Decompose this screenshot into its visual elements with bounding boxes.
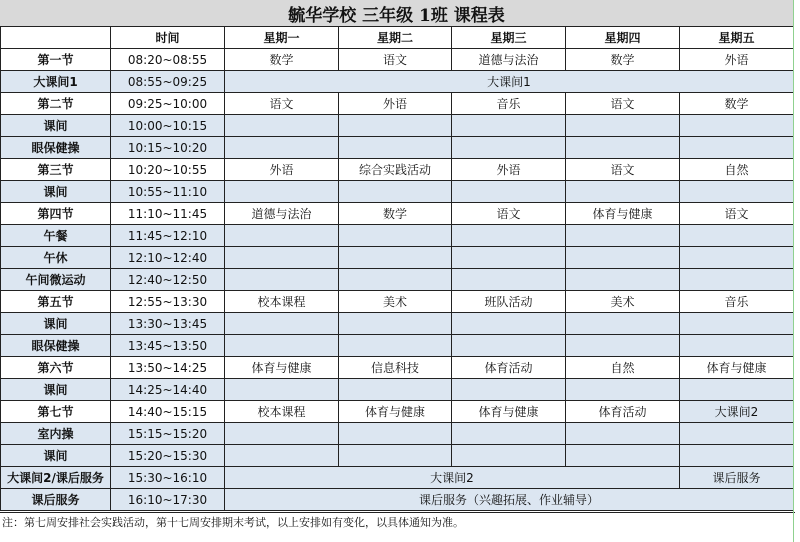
class-cell[interactable]: 数学 — [680, 93, 794, 115]
class-cell[interactable]: 道德与法治 — [225, 203, 339, 225]
period-label[interactable]: 课间 — [1, 313, 111, 335]
empty-cell[interactable] — [680, 247, 794, 269]
footnote[interactable]: 注：第七周安排社会实践活动，第十七周安排期末考试，以上安排如有变化，以具体通知为准。 — [0, 512, 795, 533]
empty-cell[interactable] — [225, 423, 339, 445]
time-cell[interactable]: 10:55~11:10 — [111, 181, 225, 203]
table-row — [1, 335, 794, 357]
time-cell[interactable]: 09:25~10:00 — [111, 93, 225, 115]
empty-cell[interactable] — [452, 379, 566, 401]
empty-cell[interactable] — [452, 225, 566, 247]
period-label[interactable]: 第六节 — [1, 357, 111, 379]
table-row — [1, 49, 794, 71]
class-cell[interactable]: 音乐 — [452, 93, 566, 115]
period-label[interactable]: 午间微运动 — [1, 269, 111, 291]
empty-cell[interactable] — [680, 423, 794, 445]
table-row — [1, 159, 794, 181]
empty-cell[interactable] — [225, 269, 339, 291]
class-cell[interactable]: 外语 — [680, 49, 794, 71]
class-cell[interactable]: 语文 — [680, 203, 794, 225]
empty-cell[interactable] — [680, 379, 794, 401]
empty-cell[interactable] — [566, 445, 680, 467]
header-row — [1, 27, 794, 49]
class-cell[interactable]: 外语 — [225, 159, 339, 181]
period-label[interactable]: 室内操 — [1, 423, 111, 445]
time-cell[interactable]: 13:45~13:50 — [111, 335, 225, 357]
time-cell[interactable]: 12:55~13:30 — [111, 291, 225, 313]
header-cell-time[interactable]: 时间 — [111, 27, 225, 49]
empty-cell[interactable] — [452, 115, 566, 137]
class-cell[interactable]: 体育与健康 — [452, 401, 566, 423]
class-cell[interactable]: 体育与健康 — [566, 203, 680, 225]
class-cell[interactable]: 课后服务 — [680, 467, 794, 489]
empty-cell[interactable] — [680, 137, 794, 159]
class-cell[interactable]: 语文 — [339, 49, 452, 71]
time-cell[interactable]: 15:30~16:10 — [111, 467, 225, 489]
time-cell[interactable]: 10:20~10:55 — [111, 159, 225, 181]
period-label[interactable]: 第七节 — [1, 401, 111, 423]
empty-cell[interactable] — [566, 313, 680, 335]
period-label[interactable]: 午休 — [1, 247, 111, 269]
empty-cell[interactable] — [452, 247, 566, 269]
class-cell[interactable]: 校本课程 — [225, 291, 339, 313]
time-cell[interactable]: 13:30~13:45 — [111, 313, 225, 335]
empty-cell[interactable] — [452, 137, 566, 159]
class-cell[interactable]: 体育活动 — [566, 401, 680, 423]
class-cell[interactable]: 语文 — [452, 203, 566, 225]
merged-cell[interactable]: 课后服务（兴趣拓展、作业辅导） — [225, 489, 794, 511]
empty-cell[interactable] — [225, 181, 339, 203]
empty-cell[interactable] — [225, 379, 339, 401]
period-label[interactable]: 大课间1 — [1, 71, 111, 93]
empty-cell[interactable] — [339, 379, 452, 401]
empty-cell[interactable] — [680, 269, 794, 291]
empty-cell[interactable] — [339, 247, 452, 269]
class-cell[interactable]: 综合实践活动 — [339, 159, 452, 181]
header-cell-friday[interactable]: 星期五 — [680, 27, 794, 49]
class-cell[interactable]: 体育活动 — [452, 357, 566, 379]
empty-cell[interactable] — [680, 115, 794, 137]
time-cell[interactable]: 14:25~14:40 — [111, 379, 225, 401]
empty-cell[interactable] — [339, 269, 452, 291]
period-label[interactable]: 课间 — [1, 379, 111, 401]
empty-cell[interactable] — [339, 423, 452, 445]
empty-cell[interactable] — [225, 137, 339, 159]
period-label[interactable]: 眼保健操 — [1, 335, 111, 357]
empty-cell[interactable] — [225, 247, 339, 269]
header-cell-thursday[interactable]: 星期四 — [566, 27, 680, 49]
time-cell[interactable]: 12:40~12:50 — [111, 269, 225, 291]
table-row — [1, 489, 794, 511]
class-cell[interactable]: 语文 — [225, 93, 339, 115]
merged-cell[interactable]: 大课间1 — [225, 71, 794, 93]
period-label[interactable]: 课间 — [1, 445, 111, 467]
table-row — [1, 181, 794, 203]
class-cell[interactable]: 班队活动 — [452, 291, 566, 313]
table-row — [1, 291, 794, 313]
page-title[interactable]: 毓华学校 三年级 1班 课程表 — [0, 0, 793, 27]
table-row — [1, 203, 794, 225]
class-cell[interactable]: 美术 — [566, 291, 680, 313]
class-cell[interactable]: 音乐 — [680, 291, 794, 313]
time-cell[interactable]: 11:45~12:10 — [111, 225, 225, 247]
header-cell-wednesday[interactable]: 星期三 — [452, 27, 566, 49]
period-label[interactable]: 午餐 — [1, 225, 111, 247]
empty-cell[interactable] — [225, 225, 339, 247]
time-cell[interactable]: 15:15~15:20 — [111, 423, 225, 445]
period-label[interactable]: 第一节 — [1, 49, 111, 71]
time-cell[interactable]: 16:10~17:30 — [111, 489, 225, 511]
merged-cell[interactable]: 大课间2 — [225, 467, 680, 489]
empty-cell[interactable] — [452, 181, 566, 203]
table-row — [1, 225, 794, 247]
class-cell[interactable]: 体育与健康 — [339, 401, 452, 423]
empty-cell[interactable] — [339, 225, 452, 247]
table-row — [1, 115, 794, 137]
empty-cell[interactable] — [452, 423, 566, 445]
empty-cell[interactable] — [566, 335, 680, 357]
class-cell[interactable]: 数学 — [566, 49, 680, 71]
time-cell[interactable]: 12:10~12:40 — [111, 247, 225, 269]
empty-cell[interactable] — [680, 335, 794, 357]
class-cell[interactable]: 信息科技 — [339, 357, 452, 379]
empty-cell[interactable] — [339, 313, 452, 335]
table-row — [1, 313, 794, 335]
empty-cell[interactable] — [680, 225, 794, 247]
table-row — [1, 269, 794, 291]
header-cell-monday[interactable]: 星期一 — [225, 27, 339, 49]
class-cell[interactable]: 自然 — [680, 159, 794, 181]
class-cell[interactable]: 语文 — [566, 93, 680, 115]
empty-cell[interactable] — [452, 335, 566, 357]
empty-cell[interactable] — [339, 181, 452, 203]
table-row — [1, 357, 794, 379]
class-cell[interactable]: 体育与健康 — [680, 357, 794, 379]
class-cell[interactable]: 自然 — [566, 357, 680, 379]
empty-cell[interactable] — [680, 181, 794, 203]
time-cell[interactable]: 08:20~08:55 — [111, 49, 225, 71]
period-label[interactable]: 课间 — [1, 181, 111, 203]
class-cell[interactable]: 体育与健康 — [225, 357, 339, 379]
empty-cell[interactable] — [452, 313, 566, 335]
table-row — [1, 467, 794, 489]
header-cell-blank[interactable] — [1, 27, 111, 49]
empty-cell[interactable] — [566, 247, 680, 269]
table-row — [1, 401, 794, 423]
empty-cell[interactable] — [566, 181, 680, 203]
empty-cell[interactable] — [339, 335, 452, 357]
empty-cell[interactable] — [680, 313, 794, 335]
empty-cell[interactable] — [452, 445, 566, 467]
empty-cell[interactable] — [680, 445, 794, 467]
table-row — [1, 93, 794, 115]
class-cell[interactable]: 数学 — [225, 49, 339, 71]
column-divider — [793, 0, 794, 542]
empty-cell[interactable] — [225, 313, 339, 335]
table-row — [1, 379, 794, 401]
empty-cell[interactable] — [566, 115, 680, 137]
class-cell[interactable]: 语文 — [566, 159, 680, 181]
empty-cell[interactable] — [339, 137, 452, 159]
period-label[interactable]: 课后服务 — [1, 489, 111, 511]
class-cell[interactable]: 外语 — [452, 159, 566, 181]
time-cell[interactable]: 11:10~11:45 — [111, 203, 225, 225]
time-cell[interactable]: 15:20~15:30 — [111, 445, 225, 467]
time-cell[interactable]: 10:00~10:15 — [111, 115, 225, 137]
header-cell-tuesday[interactable]: 星期二 — [339, 27, 452, 49]
table-row — [1, 71, 794, 93]
class-cell[interactable]: 校本课程 — [225, 401, 339, 423]
time-cell[interactable]: 10:15~10:20 — [111, 137, 225, 159]
period-label[interactable]: 第四节 — [1, 203, 111, 225]
empty-cell[interactable] — [225, 445, 339, 467]
period-label[interactable]: 第二节 — [1, 93, 111, 115]
table-row — [1, 423, 794, 445]
class-cell[interactable]: 外语 — [339, 93, 452, 115]
class-cell[interactable]: 美术 — [339, 291, 452, 313]
empty-cell[interactable] — [225, 335, 339, 357]
class-cell[interactable]: 大课间2 — [680, 401, 794, 423]
empty-cell[interactable] — [566, 379, 680, 401]
schedule-table — [0, 26, 794, 511]
time-cell[interactable]: 13:50~14:25 — [111, 357, 225, 379]
period-label[interactable]: 第五节 — [1, 291, 111, 313]
table-row — [1, 445, 794, 467]
table-row — [1, 137, 794, 159]
empty-cell[interactable] — [452, 269, 566, 291]
empty-cell[interactable] — [339, 115, 452, 137]
period-label[interactable]: 课间 — [1, 115, 111, 137]
class-cell[interactable]: 道德与法治 — [452, 49, 566, 71]
time-cell[interactable]: 14:40~15:15 — [111, 401, 225, 423]
empty-cell[interactable] — [225, 115, 339, 137]
class-cell[interactable]: 数学 — [339, 203, 452, 225]
empty-cell[interactable] — [566, 137, 680, 159]
empty-cell[interactable] — [566, 423, 680, 445]
period-label[interactable]: 第三节 — [1, 159, 111, 181]
empty-cell[interactable] — [566, 269, 680, 291]
table-row — [1, 247, 794, 269]
empty-cell[interactable] — [339, 445, 452, 467]
empty-cell[interactable] — [566, 225, 680, 247]
period-label[interactable]: 眼保健操 — [1, 137, 111, 159]
time-cell[interactable]: 08:55~09:25 — [111, 71, 225, 93]
period-label[interactable]: 大课间2/课后服务 — [1, 467, 111, 489]
